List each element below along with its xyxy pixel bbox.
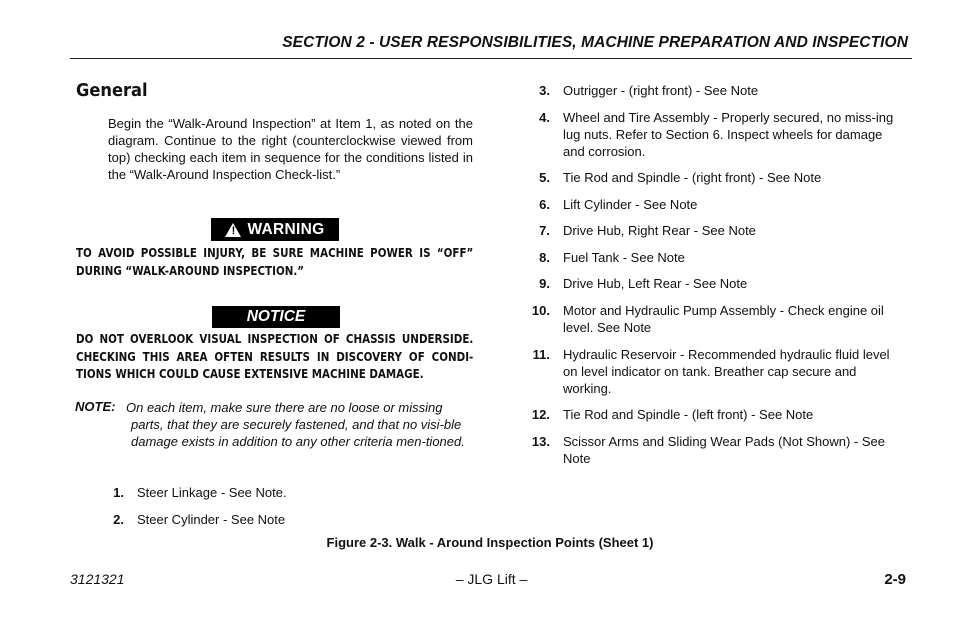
notice-text: DO NOT OVERLOOK VISUAL INSPECTION OF CHASSIS UNDERSIDE. CHECKING THIS AREA OFTEN RESULTS IN DISCOVERY OF CONDI-TIONS WHICH COULD CAUSE EXTENSIVE MACHINE DAMAGE. — [76, 332, 474, 381]
item-number: 4. — [539, 110, 550, 125]
item-text: Motor and Hydraulic Pump Assembly - Check engine oil level. See Note — [563, 303, 884, 335]
item-number: 12. — [531, 407, 550, 422]
warning-triangle-icon: ! — [225, 223, 241, 237]
notice-banner — [212, 306, 340, 328]
item-text: Wheel and Tire Assembly - Properly secured, no miss-ing lug nuts. Refer to Section 6. Inspect wheels for damage and corrosion. — [563, 110, 894, 159]
warning-text: TO AVOID POSSIBLE INJURY, BE SURE MACHINE POWER IS “OFF” DURING “WALK-AROUND INSPECTION.” — [76, 246, 474, 278]
item-text: Steer Linkage - See Note. — [137, 485, 287, 500]
item-number: 6. — [539, 197, 550, 212]
item-text: Drive Hub, Left Rear - See Note — [563, 276, 748, 291]
general-heading: General — [76, 81, 148, 101]
item-number: 10. — [531, 303, 550, 318]
item-number: 11. — [532, 347, 550, 362]
item-number: 1. — [113, 485, 124, 500]
doc-number: 3121321 — [70, 571, 125, 587]
item-text: Steer Cylinder - See Note — [137, 512, 286, 527]
item-text: Lift Cylinder - See Note — [563, 197, 698, 212]
item-text: Fuel Tank - See Note — [563, 250, 685, 265]
footer-publisher: – JLG Lift – — [455, 571, 528, 587]
item-text: Tie Rod and Spindle - (left front) - See Note — [563, 407, 814, 422]
note-label: NOTE: — [75, 399, 116, 414]
notice-label: NOTICE — [246, 308, 306, 325]
section-header: SECTION 2 - USER RESPONSIBILITIES, MACHINE PREPARATION AND INSPECTION — [282, 34, 908, 51]
item-number: 2. — [113, 512, 124, 527]
item-number: 8. — [539, 250, 550, 265]
item-text: Hydraulic Reservoir - Recommended hydraulic fluid level on level indicator on tank. Breather cap secure and working. — [563, 347, 890, 396]
item-text: Drive Hub, Right Rear - See Note — [563, 223, 756, 238]
note-first-line: On each item, make sure there are no loose or missing — [126, 400, 443, 415]
item-text: Outrigger - (right front) - See Note — [563, 83, 759, 98]
note-text — [126, 399, 473, 450]
item-number: 5. — [539, 170, 550, 185]
note-rest: parts, that they are securely fastened, and that no visi-ble damage exists in addition to any other criteria men-tioned. — [131, 417, 465, 449]
figure-caption: Figure 2-3. Walk - Around Inspection Points (Sheet 1) — [326, 535, 654, 550]
header-rule — [70, 58, 912, 59]
item-number: 7. — [539, 223, 550, 238]
warning-banner — [211, 218, 339, 241]
item-number: 13. — [531, 434, 550, 449]
page-number: 2-9 — [884, 571, 906, 588]
item-text: Scissor Arms and Sliding Wear Pads (Not Shown) - See Note — [563, 434, 886, 466]
warning-label: WARNING — [247, 220, 325, 238]
item-number: 9. — [539, 276, 550, 291]
item-number: 3. — [539, 83, 550, 98]
item-text: Tie Rod and Spindle - (right front) - See Note — [563, 170, 822, 185]
intro-paragraph: Begin the “Walk-Around Inspection” at Item 1, as noted on the diagram. Continue to the right (counterclockwise viewed from top) checking each item in sequence for the conditions listed in the “Walk-Around Inspection Check-list.” — [108, 116, 473, 182]
